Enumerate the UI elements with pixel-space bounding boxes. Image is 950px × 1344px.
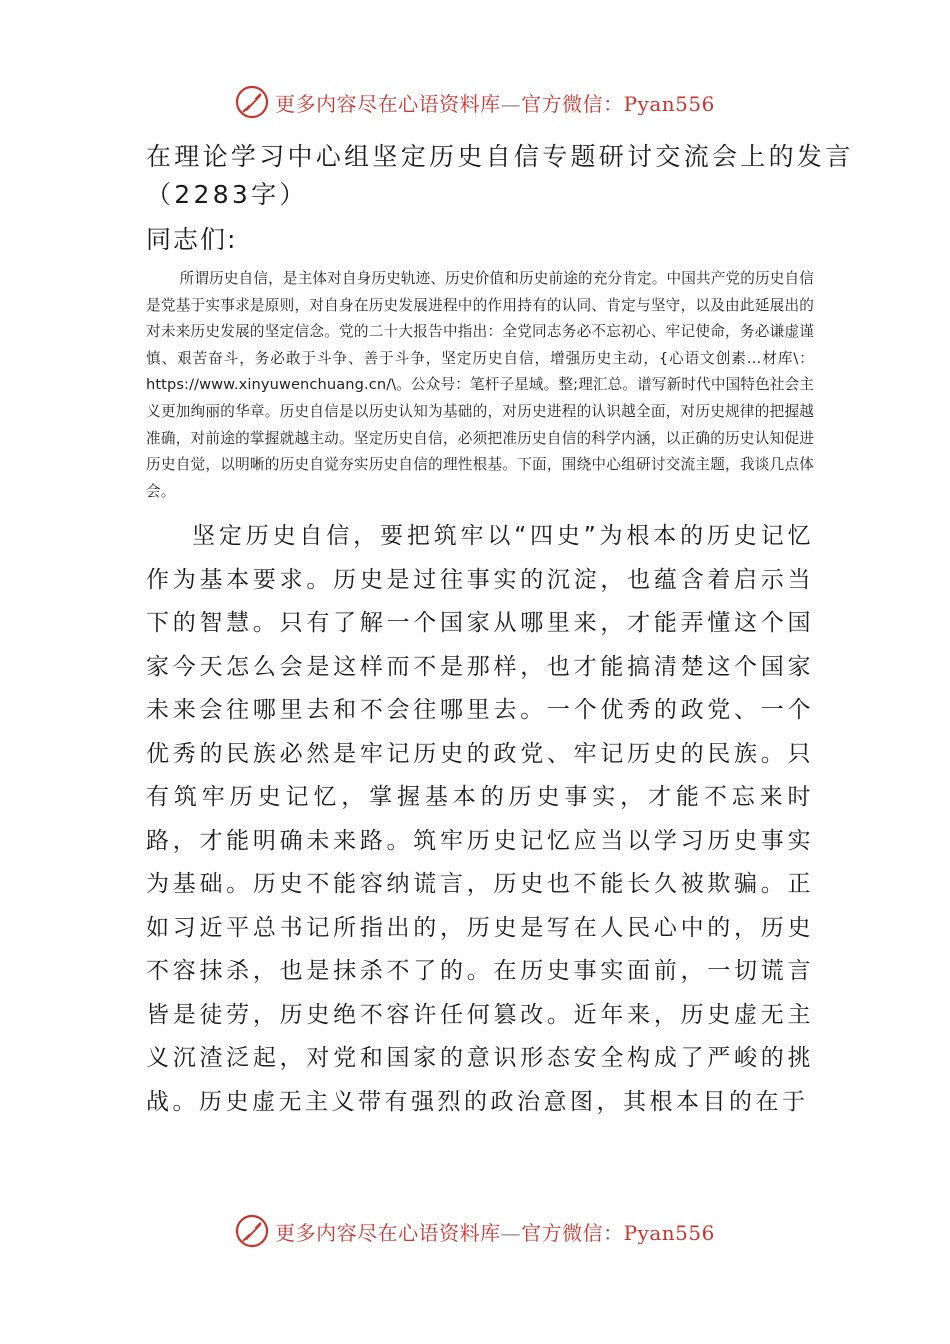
document-title-line-2: （2283字） — [146, 180, 308, 209]
header-watermark-banner — [0, 82, 950, 122]
watermark-group-bottom — [235, 1214, 715, 1248]
watermark-dash: — — [500, 91, 522, 116]
intro-paragraph: 所谓历史自信，是主体对自身历史轨迹、历史价值和历史前途的充分肯定。中国共产党的历史自信是党基于实事求是原则，对自身在历史发展进程中的作用持有的认同、肯定与坚守，以及由此延展出的对未来历史发展的坚定信念。党的二十大报告中指出：全党同志务必不忘初心、牢记使命，务必谦虚谨慎、艰苦奋斗，务必敢于斗争、善于斗争，坚定历史自信，增强历史主动，{心语文创素…材库\：https://www.xinyuwenchuang.cn/\。公众号：笔杆子星域。整;理汇总。谱写新时代中国特色社会主义更加绚丽的华章。历史自信是以历史认知为基础的，对历史进程的认识越全面，对历史规律的把握越准确，对前途的掌握就越主动。坚定历史自信，必须把准历史自信的科学内涵，以正确的历史认知促进历史自觉，以明晰的历史自觉夯实历史自信的理性根基。下面，围绕中心组研讨交流主题，我谈几点体会。 — [146, 270, 814, 500]
watermark-dash-bottom: — — [500, 1220, 522, 1245]
watermark-sub-text-bottom: 官方微信： — [521, 1220, 624, 1245]
watermark-text — [275, 88, 715, 117]
watermark-sub-text: 官方微信： — [521, 91, 624, 116]
footer-watermark-banner — [0, 1211, 950, 1251]
document-body — [146, 138, 854, 1124]
quill-logo-icon — [235, 85, 269, 119]
watermark-main-text-bottom: 更多内容尽在心语资料库 — [275, 1220, 501, 1245]
quill-logo-icon — [235, 1214, 269, 1248]
body-paragraph: 坚定历史自信，要把筑牢以“四史”为根本的历史记忆作为基本要求。历史是过往事实的沉淀，也蕴含着启示当下的智慧。只有了解一个国家从哪里来，才能弄懂这个国家今天怎么会是这样而不是那样，也才能搞清楚这个国家未来会往哪里去和不会往哪里去。一个优秀的政党、一个优秀的民族必然是牢记历史的政党、牢记历史的民族。只有筑牢历史记忆，掌握基本的历史事实，才能不忘来时路，才能明确未来路。筑牢历史记忆应当以学习历史事实为基础。历史不能容纳谎言，历史也不能长久被欺骗。正如习近平总书记所指出的，历史是写在人民心中的，历史不容抹杀，也是抹杀不了的。在历史事实面前，一切谎言皆是徒劳，历史绝不容许任何篡改。近年来，历史虚无主义沉渣泛起，对党和国家的意识形态安全构成了严峻的挑战。历史虚无主义带有强烈的政治意图，其根本目的在于 — [146, 523, 814, 1115]
watermark-main-text: 更多内容尽在心语资料库 — [275, 91, 501, 116]
watermark-group — [235, 85, 715, 119]
watermark-wechat-id-bottom: Pyan556 — [623, 1220, 715, 1245]
watermark-wechat-id: Pyan556 — [623, 91, 715, 116]
watermark-text-bottom — [275, 1217, 715, 1246]
salutation: 同志们: — [146, 225, 238, 254]
document-title-line-1: 在理论学习中心组坚定历史自信专题研讨交流会上的发言 — [146, 142, 854, 171]
